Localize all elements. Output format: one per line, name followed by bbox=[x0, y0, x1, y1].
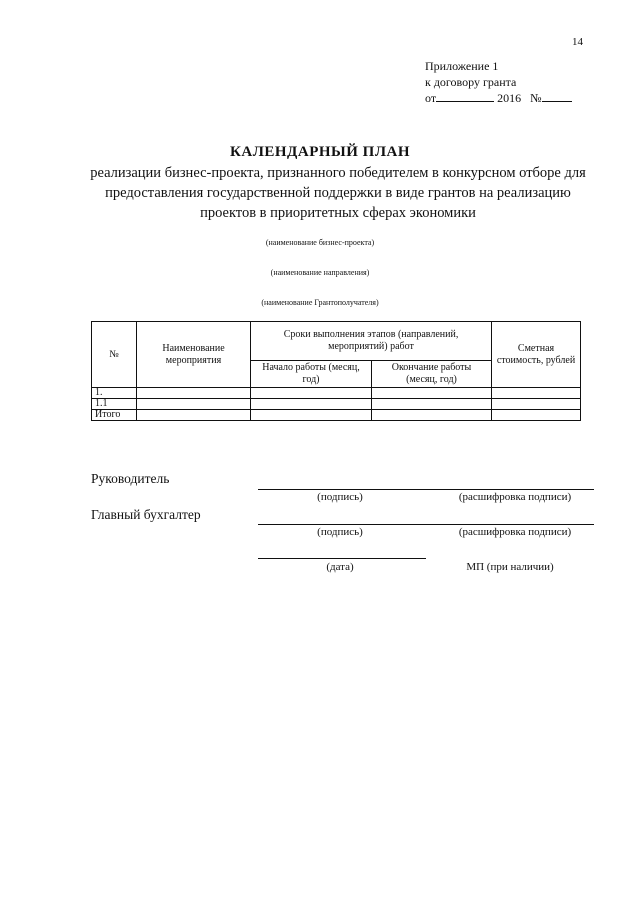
table-row bbox=[92, 410, 581, 421]
head-signature-hint: (подпись) bbox=[317, 491, 363, 503]
header-number: № bbox=[92, 322, 137, 388]
annex-block bbox=[425, 58, 572, 106]
header-end-date: Окончание работы (месяц, год) bbox=[372, 361, 492, 388]
project-name-caption: (наименование бизнес-проекта) bbox=[265, 238, 375, 247]
table-cell bbox=[137, 388, 251, 399]
table-cell bbox=[251, 410, 372, 421]
table-cell bbox=[492, 399, 581, 410]
chief-accountant-signature-line bbox=[258, 524, 594, 525]
date-line bbox=[258, 558, 426, 559]
header-stage-terms: Сроки выполнения этапов (направлений, мероприятий) работ bbox=[251, 322, 492, 361]
direction-name-caption: (наименование направления) bbox=[270, 268, 370, 277]
document-title: КАЛЕНДАРНЫЙ ПЛАН bbox=[229, 144, 411, 160]
annex-number-sign: № bbox=[530, 91, 542, 105]
recipient-name-caption: (наименование Грантополучателя) bbox=[261, 298, 379, 307]
annex-subtitle: к договору гранта bbox=[425, 75, 517, 89]
table-cell bbox=[137, 399, 251, 410]
head-signature-line bbox=[258, 489, 594, 490]
row-number: 1. bbox=[92, 388, 137, 399]
annex-date-line bbox=[425, 90, 572, 106]
header-estimated-cost: Сметная стоимость, рублей bbox=[492, 322, 581, 388]
header-start-date: Начало работы (месяц, год) bbox=[251, 361, 372, 388]
table-cell bbox=[372, 410, 492, 421]
annex-title: Приложение 1 bbox=[425, 59, 499, 73]
table-cell bbox=[251, 399, 372, 410]
head-decode-hint: (расшифровка подписи) bbox=[458, 491, 572, 503]
annex-year: 2016 bbox=[497, 91, 522, 105]
annex-date-prefix: от bbox=[425, 91, 437, 105]
table-cell bbox=[372, 388, 492, 399]
table-row bbox=[92, 388, 581, 399]
table-cell bbox=[251, 388, 372, 399]
chief-accountant-label: Главный бухгалтер bbox=[91, 507, 201, 522]
header-activity-name: Наименование мероприятия bbox=[137, 322, 251, 388]
annex-number-blank bbox=[542, 90, 572, 102]
row-total-label: Итого bbox=[92, 410, 137, 421]
date-hint: (дата) bbox=[326, 561, 354, 573]
chief-accountant-signature-hint: (подпись) bbox=[317, 526, 363, 538]
table-cell bbox=[492, 388, 581, 399]
table-cell bbox=[492, 410, 581, 421]
chief-accountant-decode-hint: (расшифровка подписи) bbox=[458, 526, 572, 538]
table-cell bbox=[372, 399, 492, 410]
annex-date-blank bbox=[436, 90, 494, 102]
stamp-hint: МП (при наличии) bbox=[466, 561, 554, 573]
table-row bbox=[92, 399, 581, 410]
calendar-plan-table bbox=[91, 321, 581, 421]
document-subtitle: реализации бизнес-проекта, признанного победителем в конкурсном отборе для предоставления государственной поддержки в виде грантов на реализацию проектов в приоритетных сферах экономики bbox=[90, 165, 586, 221]
head-label: Руководитель bbox=[91, 471, 170, 486]
table-cell bbox=[137, 410, 251, 421]
row-number: 1.1 bbox=[92, 399, 137, 410]
page-number: 14 bbox=[572, 36, 583, 48]
